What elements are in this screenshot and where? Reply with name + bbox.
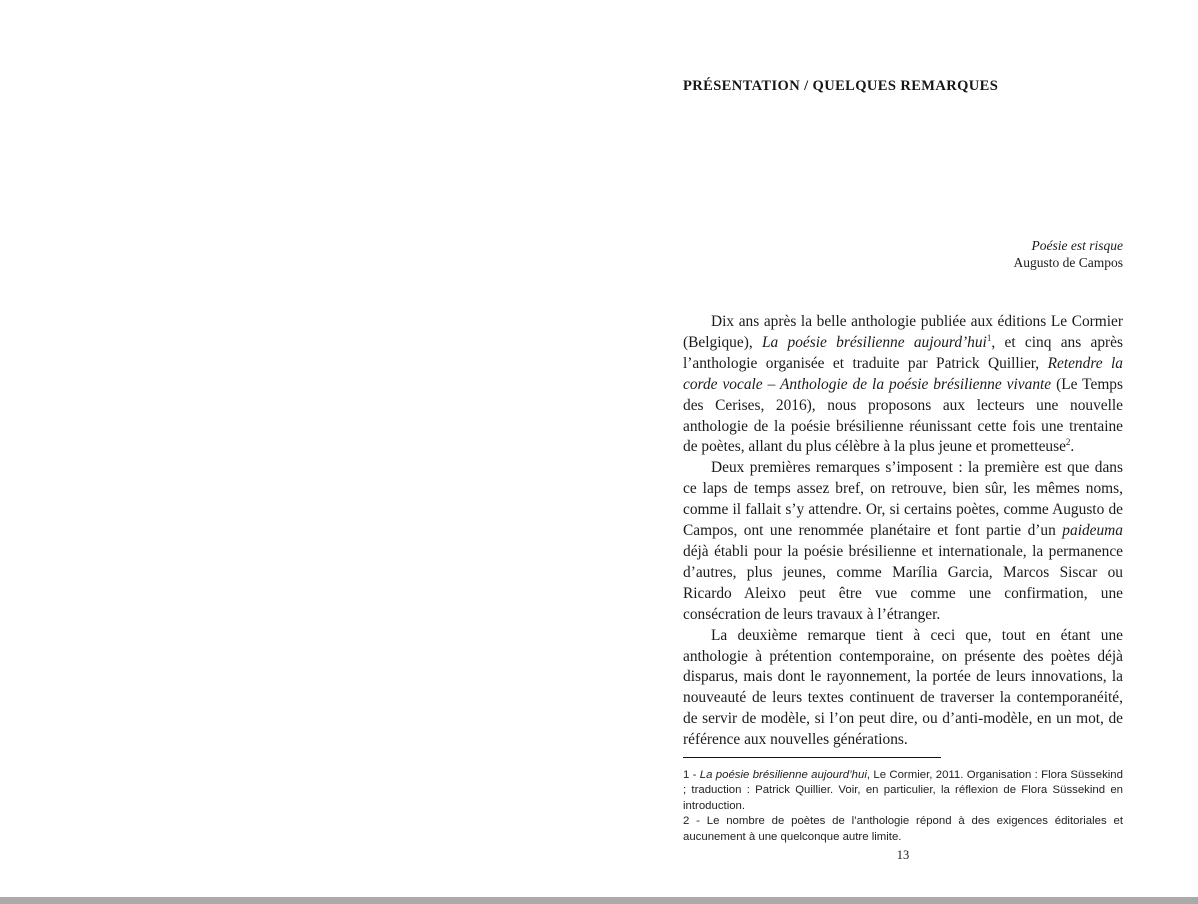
text-run-italic: paideuma	[1062, 522, 1123, 540]
epigraph-author: Augusto de Campos	[1013, 255, 1123, 270]
footnote-2	[683, 814, 1123, 845]
text-run: La deuxième remarque tient à ceci que, tout en étant une anthologie à prétention contemporaine, on présente des poètes déjà disparus, mais dont le rayonnement, la portée de leurs innovations, la nouveauté de leurs textes continuent de traverser la contemporanéité, de servir de modèle, si l’on peut dire, ou d’anti-modèle, en un mot, de référence aux nouvelles générations.	[683, 626, 1123, 749]
text-run-italic: Retendre la corde vocale – Anthologie de la poésie brésilienne vivante	[683, 354, 1123, 393]
text-run-italic: La poésie brésilienne aujourd’hui	[699, 769, 867, 781]
text-run: 1 -	[683, 769, 700, 781]
text-run: déjà établi pour la poésie brésilienne et internationale, la permanence d’autres, plus jeunes, comme Marília Garcia, Marcos Siscar ou Ricardo Aleixo peut être vue comme une confirmation, une consécration de leurs travaux à l’étranger.	[683, 542, 1123, 623]
text-run: (Le Temps des Cerises, 2016), nous proposons aux lecteurs une nouvelle anthologie de la poésie brésilienne réunissant cette fois une trentaine de poètes, allant du plus célèbre à la plus jeune et prometteuse	[683, 375, 1123, 456]
text-run: Dix ans après la belle anthologie publiée aux éditions Le Cormier (Belgique),	[683, 313, 1123, 351]
text-run-italic: La poésie brésilienne aujourd’hui	[761, 333, 987, 351]
paragraph-2	[683, 458, 1123, 625]
epigraph	[683, 237, 1123, 271]
body-text	[683, 312, 1123, 751]
footnotes	[683, 768, 1123, 845]
footnote-marker-2: 2	[1065, 437, 1071, 448]
footnote-1	[683, 768, 1123, 814]
text-run: .	[1070, 438, 1075, 456]
paragraph-3	[683, 626, 1123, 751]
footnote-separator	[683, 757, 941, 758]
text-run: , Le Cormier, 2011. Organisation : Flora Süssekind ; traduction : Patrick Quillier. Voir, en particulier, la réflexion de Flora Süssekind en introduction.	[683, 769, 1123, 812]
page-bottom-edge	[0, 897, 1198, 904]
page-number: 13	[896, 848, 910, 862]
footnote-marker-1: 1	[986, 332, 992, 343]
text-run: 2 - Le nombre de poètes de l’anthologie répond à des exigences éditoriales et aucunement à une quelconque autre limite.	[683, 815, 1123, 843]
epigraph-quote: Poésie est risque	[1031, 238, 1123, 253]
right-page	[683, 0, 1123, 904]
paragraph-1	[683, 312, 1123, 458]
text-run: , et cinq ans après l’anthologie organisée et traduite par Patrick Quillier,	[683, 333, 1123, 372]
text-run: Deux premières remarques s’imposent : la première est que dans ce laps de temps assez bref, on retrouve, bien sûr, les mêmes noms, comme il fallait s’y attendre. Or, si certains poètes, comme Augusto de Campos, ont une renommée planétaire et font partie d’un	[683, 459, 1123, 540]
chapter-title: PRÉSENTATION / QUELQUES REMARQUES	[683, 78, 999, 94]
